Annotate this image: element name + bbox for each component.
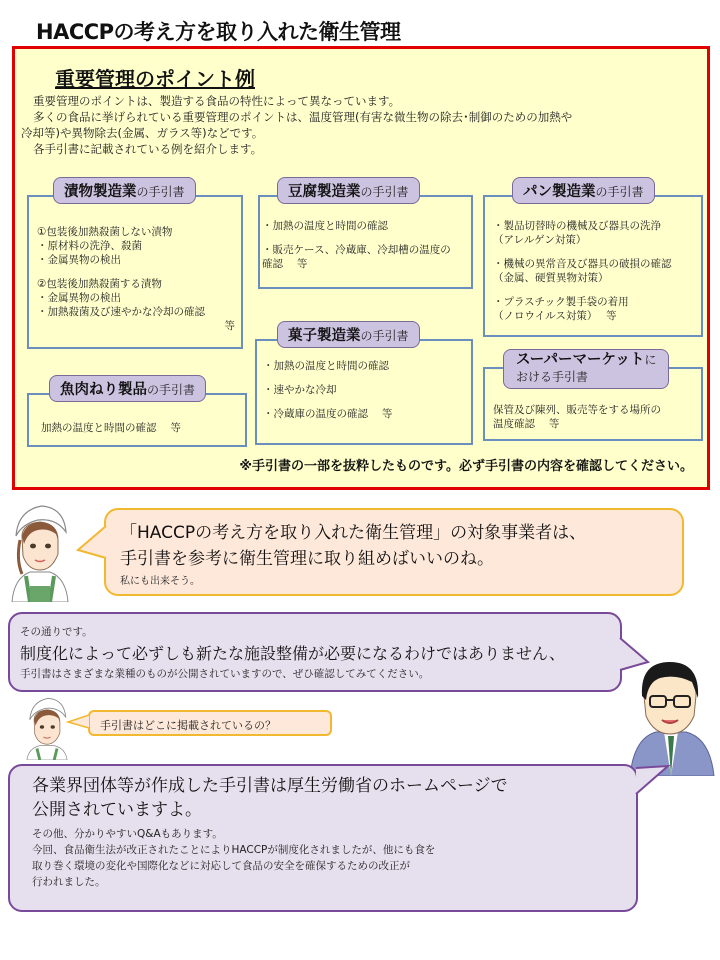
intro-text xyxy=(21,93,705,157)
woman-1-main-text xyxy=(120,520,586,572)
text-line: 行われました。 xyxy=(32,876,106,888)
spacer xyxy=(263,397,465,407)
guide-body xyxy=(37,225,235,333)
man-1-sub-text-2: 手引書はさまざまな業種のものが公開されていますので、ぜひ確認してみてください。 xyxy=(20,668,430,680)
text-line: その他、分かりやすいQ&Aもあります。 xyxy=(32,828,223,840)
man-2-main-text xyxy=(32,774,508,822)
guide-label-tsukemono xyxy=(53,177,196,204)
panel-heading: 重要管理のポイント例 xyxy=(55,67,255,91)
man-1-sub-text: その通りです。 xyxy=(20,626,93,638)
guide-line: （ノロウイルス対策） 等 xyxy=(493,310,617,322)
text-line: 手引書を参考に衛生管理に取り組めばいいのね。 xyxy=(120,549,494,569)
guide-box-tofu xyxy=(258,195,473,289)
guide-label-fish-paste xyxy=(49,375,206,402)
speech-bubble-man-2 xyxy=(8,764,638,912)
speech-bubble-man-1 xyxy=(8,612,622,692)
woman-character-illustration xyxy=(8,500,72,602)
text-line: 「HACCPの考え方を取り入れた衛生管理」の対象事業者は、 xyxy=(120,523,587,543)
speech-bubble-woman-1 xyxy=(104,508,684,596)
key-control-points-panel xyxy=(12,46,710,490)
text-line: 各業界団体等が作成した手引書は厚生労働省のホームページで xyxy=(32,776,508,796)
guide-line: ①包装後加熱殺菌しない漬物 xyxy=(37,226,173,238)
guide-line: ・加熱殺菌及び速やかな冷却の確認 xyxy=(37,306,205,318)
guide-body xyxy=(41,421,239,435)
guide-suffix: 等 xyxy=(224,320,235,332)
bubble-tail xyxy=(634,764,674,804)
label-weak: おける手引書 xyxy=(516,370,589,384)
guide-line: ・金属異物の検出 xyxy=(37,254,121,266)
label-strong: スーパーマーケット xyxy=(516,352,645,368)
guide-line: ・速やかな冷却 xyxy=(263,384,337,396)
guide-line: ②包装後加熱殺菌する漬物 xyxy=(37,278,162,290)
guide-line: ・販売ケース、冷蔵庫、冷却槽の温度の xyxy=(262,244,451,256)
label-weak: の手引書 xyxy=(360,185,409,199)
guide-box-tsukemono xyxy=(27,195,243,349)
guide-line: ・冷蔵庫の温度の確認 等 xyxy=(263,408,393,420)
guide-label-tofu xyxy=(277,177,420,204)
label-weak: の手引書 xyxy=(360,329,409,343)
guide-line: 温度確認 等 xyxy=(493,418,560,430)
guide-body xyxy=(493,403,695,431)
guide-line: ・加熱の温度と時間の確認 xyxy=(262,220,388,232)
label-strong: 漬物製造業 xyxy=(64,184,137,200)
guide-line: 加熱の温度と時間の確認 等 xyxy=(41,422,181,434)
label-strong: 魚肉ねり製品 xyxy=(60,382,147,398)
label-weak: の手引書 xyxy=(136,185,185,199)
guide-line: 保管及び陳列、販売等をする場所の xyxy=(493,404,661,416)
woman-1-sub-text: 私にも出来そう。 xyxy=(120,576,200,587)
label-strong: パン製造業 xyxy=(523,184,596,200)
guide-line: ・原材料の洗浄、殺菌 xyxy=(37,240,142,252)
guide-line: （アレルゲン対策） xyxy=(493,234,587,246)
label-weak: の手引書 xyxy=(595,185,644,199)
label-strong: 菓子製造業 xyxy=(288,328,361,344)
guide-line: 確認 等 xyxy=(262,258,308,270)
guide-label-confectionery xyxy=(277,321,420,348)
intro-line: 冷却等)や異物除去(金属、ガラス等)などです。 xyxy=(21,126,264,140)
man-2-sub-text xyxy=(32,826,435,890)
spacer xyxy=(263,373,465,383)
man-1-main-text: 制度化によって必ずしも新たな施設整備が必要になるわけではありません、 xyxy=(20,644,565,663)
intro-line: 重要管理のポイントは、製造する食品の特性によって異なっています。 xyxy=(33,94,401,108)
page-title: HACCPの考え方を取り入れた衛生管理 xyxy=(36,20,401,44)
label-weak: の手引書 xyxy=(147,383,196,397)
guide-line: ・加熱の温度と時間の確認 xyxy=(263,360,389,372)
intro-line: 各手引書に記載されている例を紹介します。 xyxy=(33,142,263,156)
woman-2-text: 手引書はどこに掲載されているの？ xyxy=(100,719,276,732)
bubble-tail xyxy=(66,712,90,732)
woman-character-small-illustration xyxy=(24,694,70,760)
guide-label-supermarket xyxy=(503,349,669,389)
spacer xyxy=(493,247,695,257)
guide-body xyxy=(262,219,465,271)
man-character-illustration xyxy=(626,656,716,776)
footnote: ※手引書の一部を抜粋したものです。必ず手引書の内容を確認してください。 xyxy=(239,459,693,474)
label-strong: 豆腐製造業 xyxy=(288,184,361,200)
label-weak: に xyxy=(644,353,657,367)
guide-line: （金属、硬質異物対策） xyxy=(493,272,609,284)
guide-body xyxy=(493,219,695,323)
speech-bubble-woman-2 xyxy=(88,710,332,736)
spacer xyxy=(262,233,465,243)
bubble-tail xyxy=(76,524,108,564)
guide-line: ・製品切替時の機械及び器具の洗浄 xyxy=(493,220,661,232)
spacer xyxy=(493,285,695,295)
guide-box-confectionery xyxy=(255,339,473,445)
guide-label-bread xyxy=(512,177,655,204)
guide-line: ・機械の異常音及び器具の破損の確認 xyxy=(493,258,672,270)
text-line: 今回、食品衛生法が改正されたことによりHACCPが制度化されましたが、他にも食を xyxy=(32,844,436,856)
text-line: 公開されていますよ。 xyxy=(32,800,202,820)
guide-box-bread xyxy=(483,195,703,337)
text-line: 取り巻く環境の変化や国際化などに対応して食品の安全を確保するための改正が xyxy=(32,860,410,872)
guide-line: ・プラスチック製手袋の着用 xyxy=(493,296,629,308)
guide-line: ・金属異物の検出 xyxy=(37,292,121,304)
guide-body xyxy=(263,359,465,421)
intro-line: 多くの食品に挙げられている重要管理のポイントは、温度管理(有害な微生物の除去･制御のための加熱や xyxy=(33,110,573,124)
spacer xyxy=(37,267,235,277)
